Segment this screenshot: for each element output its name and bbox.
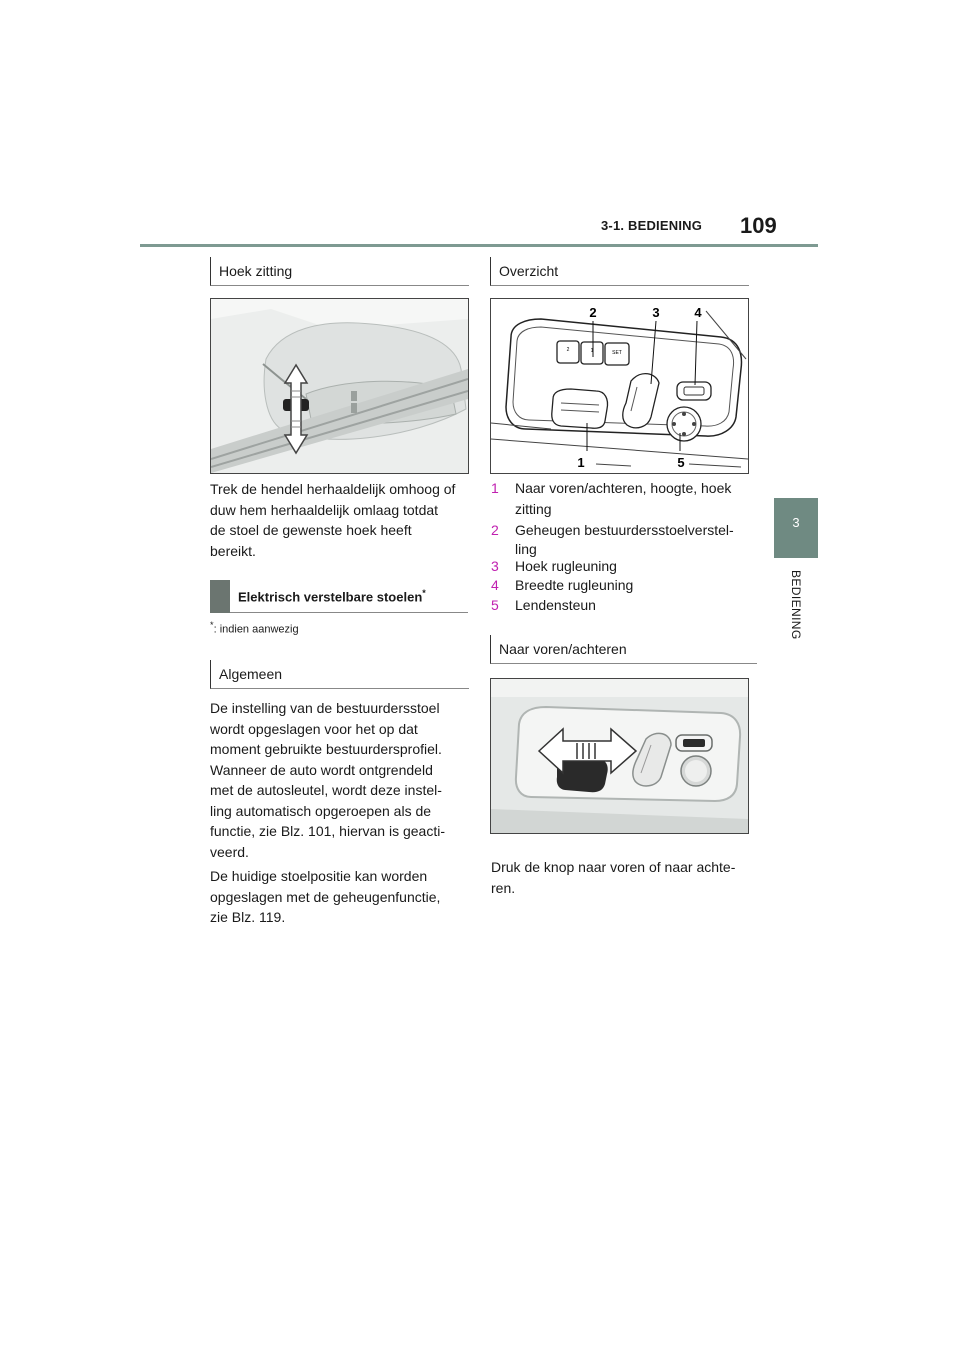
callout-2: 2 — [589, 305, 597, 320]
list-item-text: Lendensteun — [515, 596, 596, 613]
callout-1: 1 — [577, 455, 585, 470]
list-item-text: Naar voren/achteren, hoogte, hoek — [515, 480, 732, 496]
list-item — [491, 576, 751, 596]
subheading-text: Algemeen — [219, 666, 283, 682]
callout-5: 5 — [677, 455, 685, 470]
text-line: veerd. — [210, 843, 249, 860]
list-item — [491, 596, 751, 616]
section-title: 3-1. BEDIENING — [601, 218, 703, 233]
text-line: opgeslagen met de geheugenfunctie, — [210, 888, 441, 905]
seat-angle-illustration — [211, 299, 468, 473]
subheading-text: Hoek zitting — [219, 263, 293, 279]
text-line: De huidige stoelpositie kan worden — [210, 868, 428, 884]
chapter-tab[interactable] — [774, 498, 818, 558]
overview-list — [491, 479, 751, 615]
heading-label: Elektrisch verstelbare stoelen — [238, 589, 423, 605]
forward-backward-illustration — [491, 679, 748, 833]
list-item-text: Geheugen bestuurdersstoelverstel- — [515, 522, 734, 538]
callout-3: 3 — [652, 305, 660, 320]
list-item-text: ling — [515, 540, 537, 557]
footnote-text: : indien aanwezig — [213, 623, 299, 636]
figure-overview-diagram — [490, 298, 749, 474]
list-item — [491, 521, 751, 557]
list-item-number: 2 — [491, 522, 499, 538]
footnote-mark: * — [210, 620, 214, 630]
chapter-label-text: BEDIENING — [789, 570, 803, 640]
subheading-text: Overzicht — [499, 263, 559, 279]
diagram-button-label: 1 — [590, 348, 594, 354]
page-number: 109 — [740, 213, 777, 238]
list-item-number: 4 — [491, 577, 499, 593]
chapter-number: 3 — [792, 515, 800, 530]
list-item-text: Breedte rugleuning — [515, 577, 634, 593]
list-item-number: 1 — [491, 480, 499, 496]
subheading-text: Naar voren/achteren — [499, 641, 627, 657]
text-line: functie, zie Blz. 101, hiervan is geacti- — [210, 823, 446, 839]
list-item-number: 5 — [491, 596, 499, 613]
hoek-zitting-paragraph — [210, 479, 470, 561]
algemeen-paragraph-1 — [210, 698, 475, 862]
list-item — [491, 479, 751, 519]
diagram-button-label: 2 — [566, 347, 570, 353]
diagram-button-label: SET — [612, 350, 622, 356]
subheading-algemeen — [210, 660, 469, 689]
figure-forward-backward — [490, 678, 749, 834]
naar-voren-paragraph — [491, 857, 756, 898]
text-line: Wanneer de auto wordt ontgrendeld — [210, 761, 433, 778]
list-item-text: Hoek rugleuning — [515, 557, 617, 574]
heading-text — [238, 588, 426, 604]
chapter-label — [763, 570, 829, 650]
figure-seat-angle — [210, 298, 469, 474]
text-line: ling automatisch opgeroepen als de — [210, 802, 432, 819]
text-line: Trek de hendel herhaaldelijk omhoog of — [210, 481, 456, 497]
text-line: bereikt. — [210, 542, 256, 559]
text-line: de stoel de gewenste hoek heeft — [210, 522, 412, 538]
footnote — [210, 620, 299, 636]
text-line: met de autosleutel, wordt deze instel- — [210, 782, 442, 798]
algemeen-paragraph-2 — [210, 866, 475, 928]
text-line: De instelling van de bestuurdersstoel — [210, 700, 440, 716]
text-line: wordt opgeslagen voor het op dat — [210, 720, 418, 737]
heading-mark: * — [422, 588, 426, 598]
heading-bar — [210, 580, 230, 613]
callout-4: 4 — [694, 305, 702, 320]
text-line: moment gebruikte bestuurdersprofiel. — [210, 741, 442, 757]
header-rule — [140, 244, 818, 247]
subheading-overzicht — [490, 257, 749, 286]
list-item-text: zitting — [515, 500, 552, 517]
text-line: Druk de knop naar voren of naar achte- — [491, 859, 736, 875]
text-line: zie Blz. 119. — [210, 909, 286, 925]
text-line: ren. — [491, 879, 516, 896]
seat-controls-diagram — [491, 299, 748, 473]
subheading-naar-voren — [490, 635, 757, 664]
heading-electric-seats — [210, 580, 468, 613]
list-item — [491, 557, 751, 577]
text-line: duw hem herhaaldelijk omlaag totdat — [210, 501, 439, 518]
list-item-number: 3 — [491, 557, 499, 574]
subheading-hoek-zitting — [210, 257, 469, 286]
